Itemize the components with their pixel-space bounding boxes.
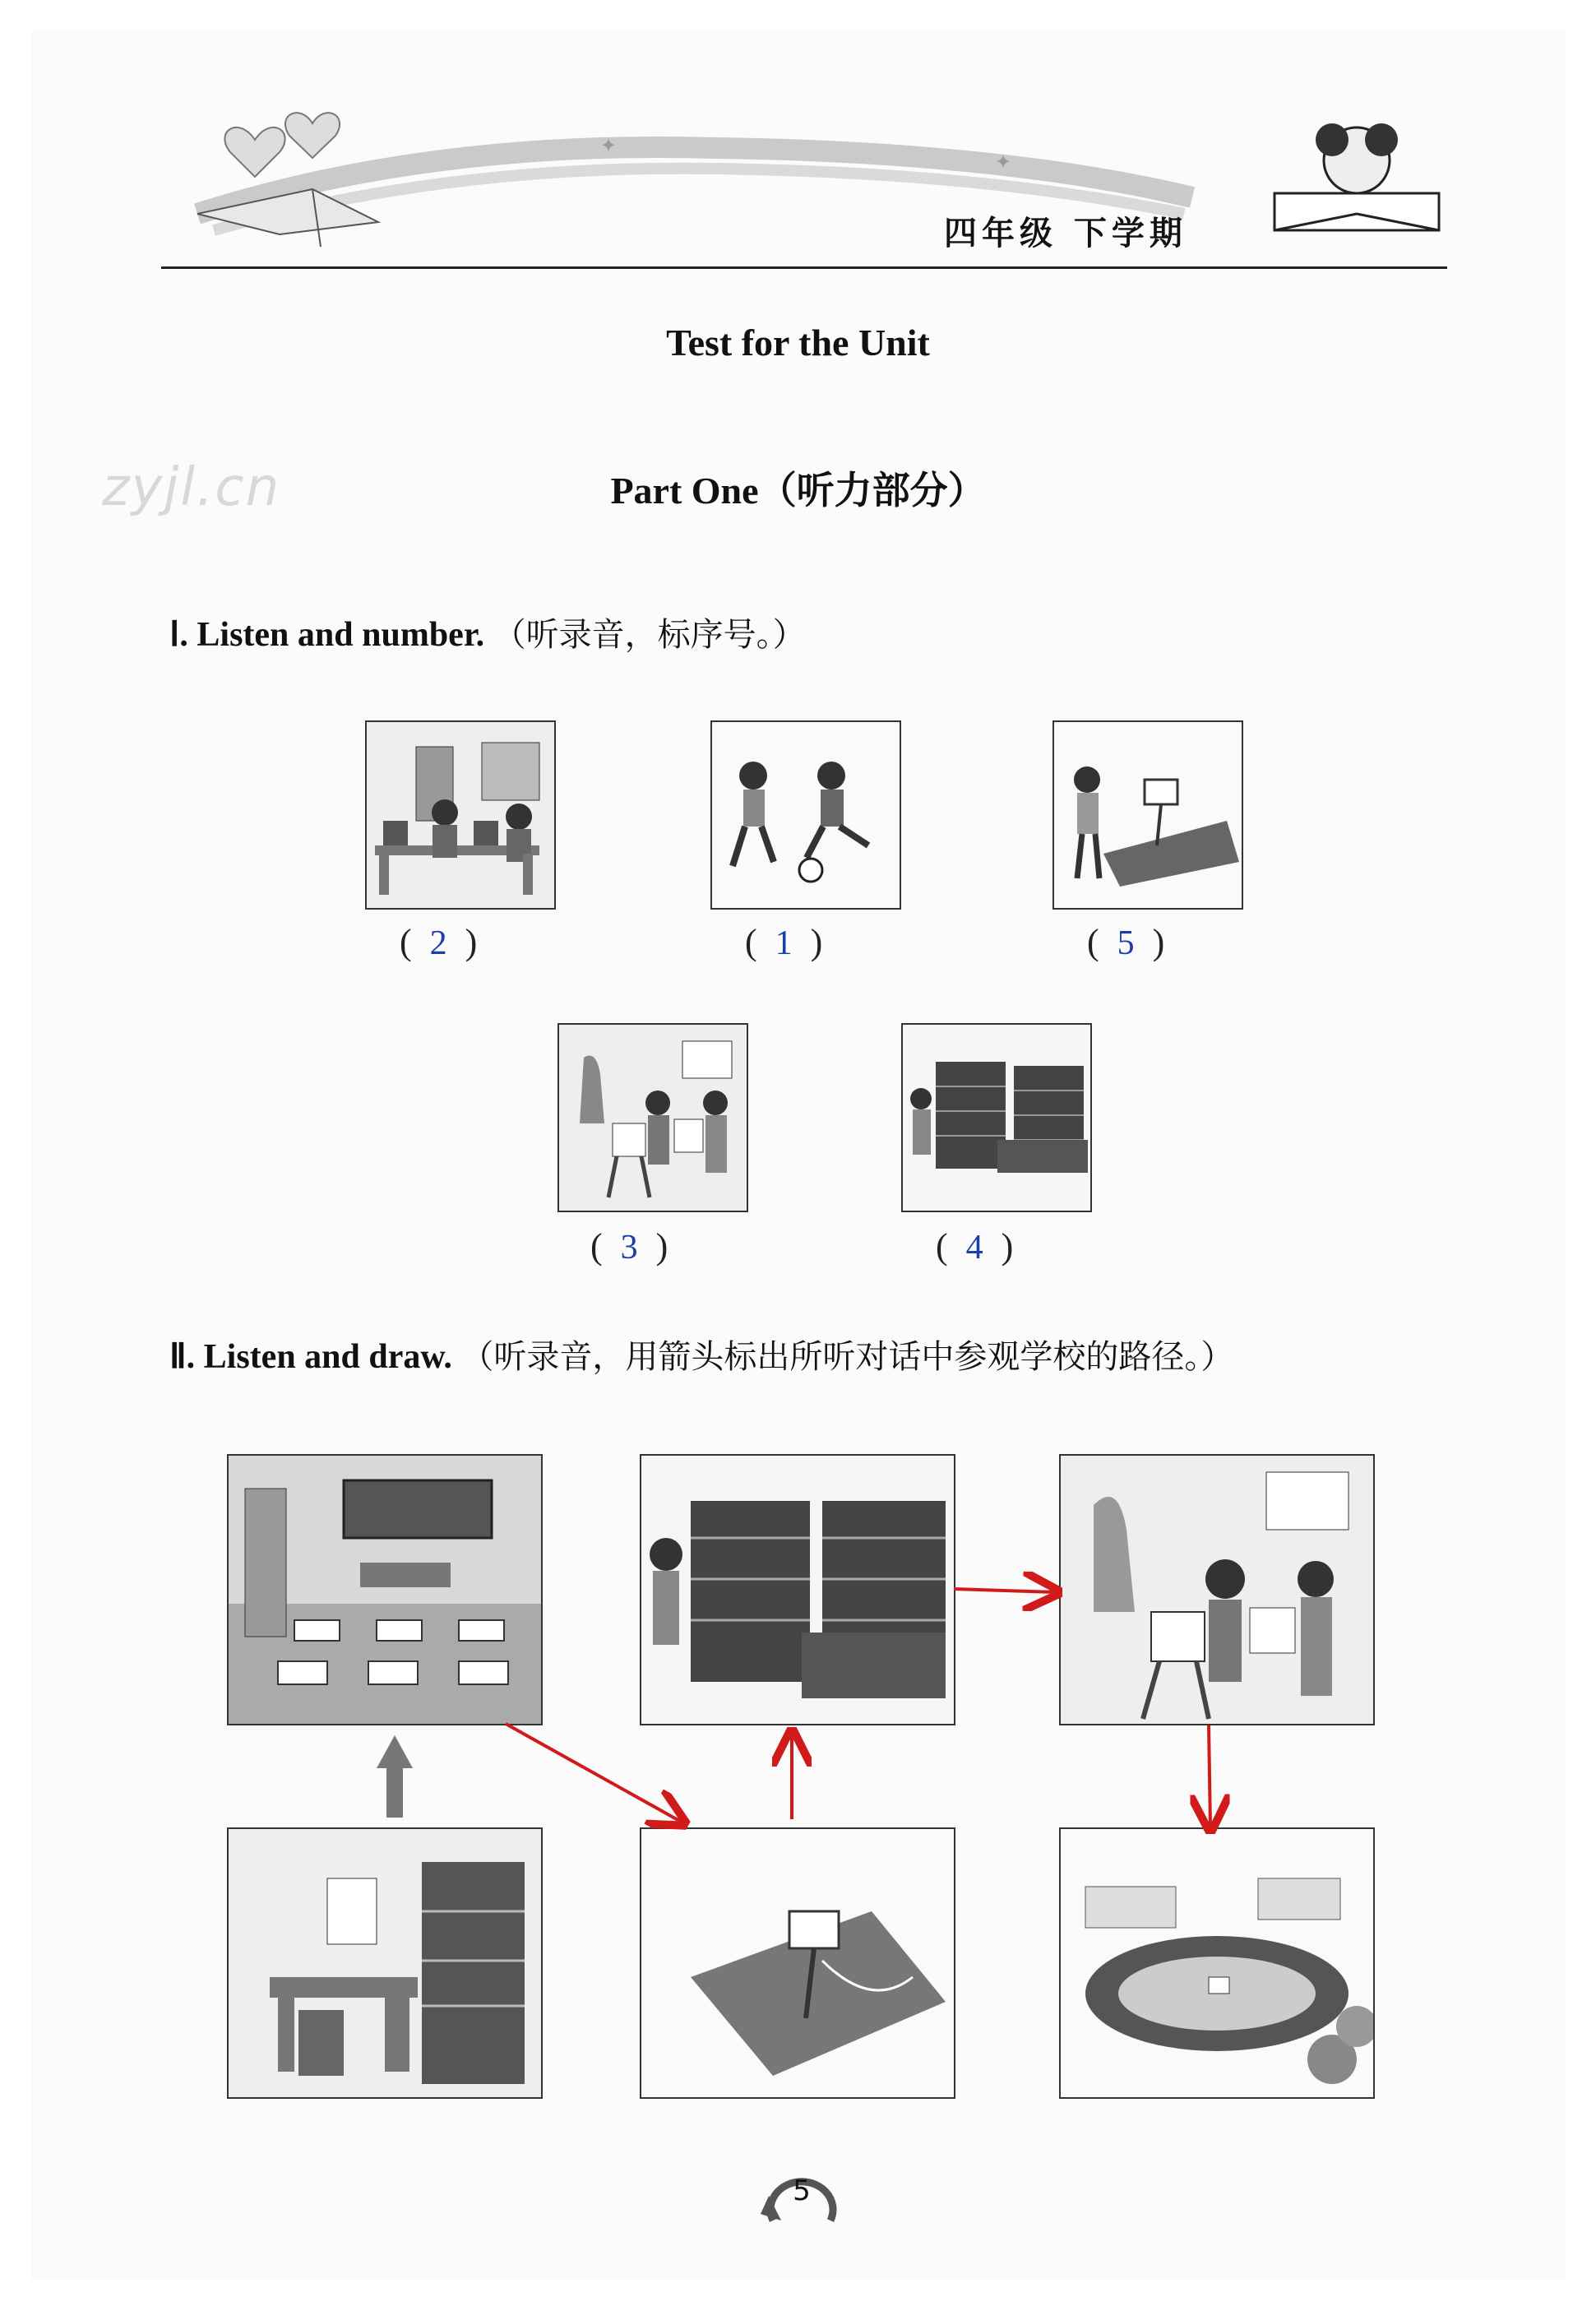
answer-number: 2 (429, 924, 447, 962)
watermark: zyjl.cn (102, 457, 281, 518)
page-title: Test for the Unit (666, 322, 930, 364)
computer-room-icon (365, 720, 556, 910)
answer-2: ( 1 ) (745, 922, 823, 962)
part-cn: （听力部分） (758, 468, 986, 512)
section1-heading (169, 609, 806, 655)
part-label: Part One (610, 470, 759, 512)
basketball-court-icon (1052, 720, 1243, 910)
answer-number: 4 (965, 1229, 983, 1267)
section1-instruction: Listen and number. (197, 616, 485, 654)
answer-4: ( 3 ) (590, 1226, 668, 1267)
header-decoration-icon (181, 90, 1447, 263)
answer-5: ( 4 ) (936, 1226, 1014, 1267)
section1-instruction-cn: （听录音，标序号。） (493, 616, 806, 654)
answer-number: 3 (620, 1229, 638, 1267)
library-icon (640, 1454, 955, 1725)
page-number: 5 (793, 2174, 811, 2207)
svg-text:✦: ✦ (600, 134, 618, 157)
answer-1: ( 2 ) (400, 922, 478, 962)
playground-football-icon (710, 720, 901, 910)
section2-instruction-cn: （听录音，用箭头标出所听对话中参观学校的路径。） (460, 1338, 1234, 1376)
basketball-court-icon (640, 1827, 955, 2099)
section2-heading (169, 1331, 1233, 1378)
answer-3: ( 5 ) (1087, 922, 1165, 962)
svg-text:✦: ✦ (995, 151, 1012, 174)
answer-number: 1 (775, 924, 793, 962)
office-icon (227, 1827, 543, 2099)
part-heading (0, 461, 1596, 515)
classroom-icon (227, 1454, 543, 1725)
grade-label: 四年级 下学期 (944, 215, 1187, 252)
sports-field-icon (1059, 1827, 1375, 2099)
section2-roman: Ⅱ. (169, 1338, 196, 1376)
art-room-icon (1059, 1454, 1375, 1725)
art-room-icon (557, 1023, 748, 1212)
library-icon (901, 1023, 1092, 1212)
answer-number: 5 (1117, 924, 1135, 962)
section1-roman: Ⅰ. (169, 616, 188, 654)
section2-instruction: Listen and draw. (203, 1338, 452, 1376)
header-rule (161, 266, 1447, 269)
